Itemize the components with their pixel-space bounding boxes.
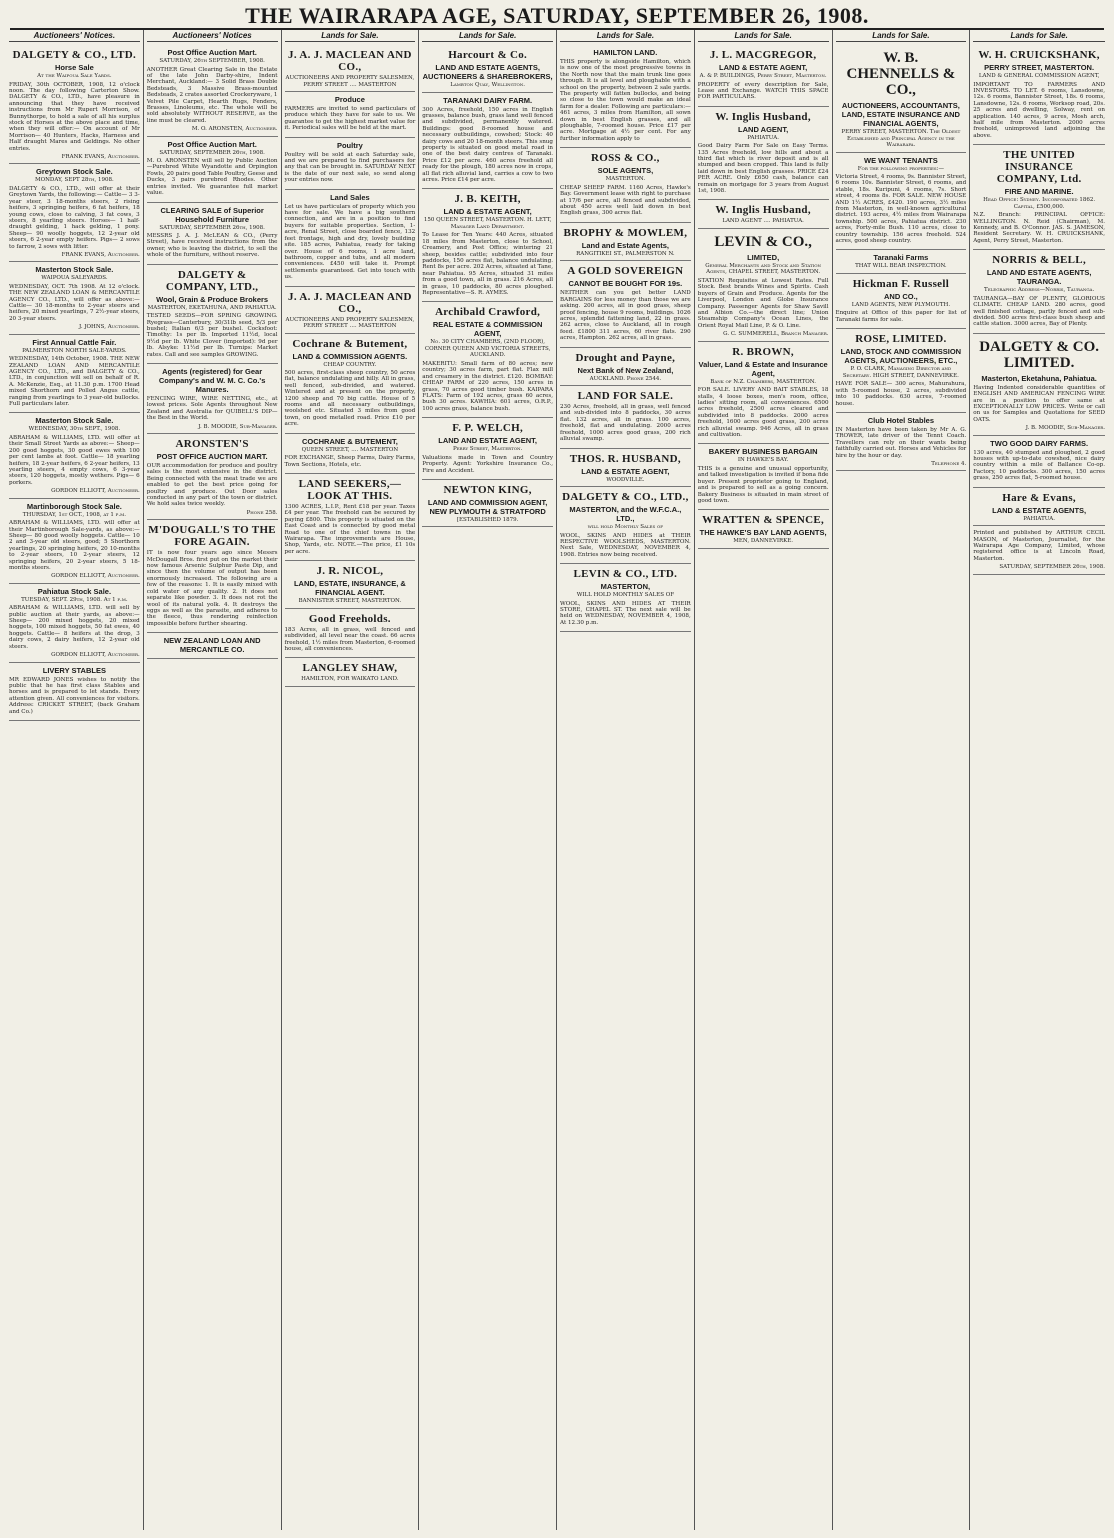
- ad-body: ABRAHAM & WILLIAMS, LTD. will sell by public auction at their yards, as above:— Sheep— 200 mixed hoggets, 20 mixed hoggets, 100 mixed hoggets, 50 fat ewes, 40 hoggets. Cattle— 8 heifers at the drop, 3 dairy cows, 2 dairy heifers, 12 2-year old steers.: [9, 605, 140, 650]
- advertiser-name: NEWTON KING,: [443, 483, 532, 496]
- advertisement: [147, 633, 278, 659]
- ad-body: Printed and published by ARTHUR CECIL MASON, of Masterton, Journalist, for the Wairarapa Age Company, Limited, whose registered office is at Lincoln Road, Masterton.: [973, 530, 1105, 562]
- advertiser-name: ARONSTEN'S: [175, 438, 249, 450]
- ad-heading: COCHRANE & BUTEMENT,: [301, 436, 398, 446]
- column-header: Lands for Sale.: [560, 30, 691, 42]
- ad-body: TAURANGA—BAY OF PLENTY, GLORIOUS CLIMATE. CHEAP LAND. 280 acres, good well finished cottage, partly fenced and sub-divided. 500 acres first-class bush sheep and cattle station. 3000 acres, Bay of Plenty.: [973, 295, 1105, 328]
- advertiser-name: THE UNITED INSURANCE COMPANY, Ltd.: [996, 149, 1082, 186]
- ad-body: FRIDAY, 30th OCTOBER, 1908, 12 o'clock noon. The day following Carterton Show. DALGETY & CO., LTD., have pleasure in announcing that they have received instructions from Mr Rupert Morrison, of Bunnythorpe, to hold a sale of all his surplus stock of Horses at the above place and time, when they will offer:— On account of Mr Morrison— 40 Hunters, Hacks, Harness and Half draught Mares and Geldings. No other entries.: [9, 81, 140, 152]
- ad-body: PROPERTY of every description for Sale, Lease and Exchange. WATCH THIS SPACE FOR PARTICULARS.: [697, 81, 829, 101]
- ad-body: ABRAHAM & WILLIAMS, LTD. will offer at their Small Street Yards as above:— Sheep— 200 good hoggets, 30 good ewes with 100 per cent lambs at foot. Cattle— 18 yearling heifers, 18 2-year heifers, 6 2-year heifers, 13 yearling steers, 4 empty cows, 6 3-year steers, 120 hoggets, mostly wethers. Pigs— 6 porkers.: [9, 434, 140, 486]
- ad-subheading: LAND AGENT .... PAHIATUA.: [722, 218, 804, 225]
- ad-subheading: THAT WILL BEAR INSPECTION.: [855, 263, 947, 270]
- ad-body: Let us have particulars of property which you have for sale. We have a big southern connection, and are in a position to find buyers for suitable properties. Section, 1-acre, Renal Street, close boarded fence, 132 feet frontage, high and dry, lovely building site. 185 acres, Pahiatua, ready for taking over. House of 6 rooms, 1 acre land, bathroom, copper and tubs, and all modern conveniences. £450 will take it. Prompt settlements guaranteed. Get into touch with us.: [284, 203, 416, 281]
- advertisement: [698, 229, 829, 342]
- ad-body: WEDNESDAY, 14th October, 1908. THE NEW ZEALAND LOAN AND MERCANTILE AGENCY CO., LTD., and DALGETY & CO., LTD., in conjunction will sell on behalf of R. A. McKenzie, Esq., at 11.30 p.m. 1700 Head mixed Shorthorn and Polled Angus cattle, ranging from yearlings to 3 year-old bullocks. Full particulars later.: [9, 356, 140, 408]
- ad-body: Good Dairy Farm For Sale on Easy Terms. 135 Acres freehold, low hills and about a third flat which is river deposit and is all stumped and been cropped. This land is fully laid down in best English grasses. PRICE £24 PER ACRE. Only £650 cash, balance can remain on mortgage for 3 years from August 1st, 1908.: [697, 143, 829, 195]
- advertiser-name: WRATTEN & SPENCE,: [702, 514, 825, 527]
- ad-signature: FRANK EVANS, Auctioneer.: [61, 251, 140, 258]
- ad-heading: LAND & ESTATE AGENT,: [719, 63, 808, 72]
- advertisement: [285, 138, 416, 190]
- ad-heading: LAND, ESTATE, INSURANCE, & FINANCIAL AGENT.: [293, 579, 406, 598]
- ad-heading: First Annual Cattle Fair.: [32, 337, 117, 347]
- ad-subheading: PAHIATUA.: [747, 134, 779, 141]
- ad-body: FOR EXCHANGE, Sheep Farms, Dairy Farms, Town Sections, Hotels, etc.: [284, 455, 416, 468]
- ad-subheading: BANNISTER STREET, MASTERTON.: [298, 598, 402, 605]
- advertiser-name: J. L. MACGREGOR,: [709, 49, 817, 61]
- advertisement: [560, 348, 691, 387]
- advertiser-name: J. B. KEITH,: [454, 193, 521, 206]
- advertisement: [285, 561, 416, 609]
- ad-body: Poultry will be sold at each Saturday sale, and we are prepared to find purchasers for any that can be brought in. SATURDAY NEXT is the date of our next sale, so send along your entries now.: [284, 151, 416, 184]
- masthead: THE WAIRARAPA AGE, SATURDAY, SEPTEMBER 26, 1908.: [10, 4, 1104, 30]
- ad-subheading: QUEEN STREET, .... MASTERTON: [301, 446, 399, 453]
- ad-body: WOOL, SKINS AND HIDES at THEIR RESPECTIVE WOOLSHEDS, MASTERTON. Next Sale, WEDNESDAY, NOVEMBER 4, 1908. Entries now being received.: [560, 532, 691, 558]
- ad-body: THIS is a genuine and unusual opportunity, and talked investigation is invited if bona fide buyer. Present proprietor going to England, and is prepared to sell as a going concern. Bakery Business is situated in main street of good town.: [697, 465, 829, 504]
- ad-body: WOOL, SKINS AND HIDES AT THEIR STORE, CHAPEL ST. The next sale will be held on WEDNESDAY, NOVEMBER 4, 1908, At 12.30 p.m.: [560, 600, 691, 626]
- ad-subheading: LAND & GENERAL COMMISSION AGENT,: [978, 73, 1100, 79]
- advertiser-name: DALGETY & CO., LTD.: [12, 49, 137, 61]
- column-4: [419, 30, 557, 1530]
- advertisement: [422, 480, 553, 528]
- advertisement: [9, 663, 140, 721]
- advertisement: [285, 190, 416, 287]
- advertiser-name: ROSS & CO.,: [591, 152, 660, 165]
- column-header: Auctioneers' Notices: [147, 30, 278, 42]
- ad-heading: PERRY STREET, MASTERTON.: [984, 63, 1095, 72]
- column-header: Lands for Sale.: [698, 30, 829, 42]
- advertisement: [698, 200, 829, 229]
- advertiser-name: J. A. J. MACLEAN AND CO.,: [288, 290, 412, 315]
- advertiser-name: Hickman F. Russell: [852, 277, 950, 290]
- ad-subheading: AUCTIONEERS AND PROPERTY SALESMEN, PERRY STREET .... MASTERTON: [285, 316, 415, 330]
- ad-heading: Post Office Auction Mart.: [167, 48, 257, 57]
- ad-body: IT is now four years ago since Messrs McDougall Bros. first put on the market their now famous Arsenic Sulphur Paste Dip, and since then the volume of output has been enormously increased. The following are a few of the reasons: 1. It is easily mixed with cold water of any quality. 2. It does not separate like powder. 3. It does not rot the wool of its natural yolk. 4. It destroys the eggs as well as the parasite, and adheres to the fleece, thus rendering reinfection impossible before further shearing.: [146, 550, 278, 627]
- advertisement: [285, 334, 416, 434]
- ad-subheading: P. O. CLARK, Managing Director and Secretary. HIGH STREET, DANNEVIRKE.: [842, 366, 959, 379]
- advertisement: [422, 45, 553, 93]
- ad-heading: LAND AND ESTATE AGENTS, AUCTIONEERS & SHAREBROKERS,: [422, 63, 553, 81]
- ad-heading: Produce: [334, 95, 365, 104]
- ad-heading: TARANAKI DAIRY FARM.: [443, 95, 533, 105]
- advertisement: [698, 444, 829, 510]
- advertisement: [285, 45, 416, 92]
- ad-body: NEITHER can you get better LAND BARGAINS for less money than those we are asking. 200 acres, all in good grass, sheep proof fencing, house 9 rooms, buildings. 1026 acres, splendid fattening land, 22 in grass. 262 acres, close to Auckland, all in rough feed. £1800 311 acres, 60 river flats. 290 acres, Hampton. 262 acres, all in grass.: [560, 290, 691, 342]
- ad-heading: Agents (registered) for Gear Company's and W. M. C. Co.'s Manures.: [158, 366, 266, 394]
- ad-heading: LAND AND ESTATE AGENT,: [438, 436, 537, 446]
- ad-heading: Land Sales: [330, 192, 370, 202]
- ad-subheading: WAIPOUA SALEYARDS.: [41, 275, 108, 282]
- ad-signature: FRANK EVANS, Auctioneer.: [61, 153, 140, 160]
- ad-heading: LAND & ESTATE AGENT,: [443, 207, 532, 217]
- ad-subheading: SATURDAY, SEPTEMBER 26th, 1908.: [159, 149, 265, 156]
- ad-subheading: PAHIATUA.: [1023, 515, 1055, 522]
- ad-heading: Land and Estate Agents,: [581, 240, 669, 250]
- ad-body: 300 Acres, freehold, 150 acres in English grasses, balance bush, grass land well fenced and subdivided, permanently watered. Buildings: good 8-roomed house and necessary outbuildings, cowshed; Stock: 40 dairy cows and 20 18-month steers. This snug property is situated on good metal road in one of the best dairy centres of Taranaki. Price £12 per acre. 460 acres freehold all ready for the plough, 180 acres now in crops, all flat rich alluvial land, carries a cow to two acres. Price £14 per acre.: [422, 106, 553, 183]
- ad-heading: Valuer, Land & Estate and Insurance Agent,: [698, 359, 828, 378]
- ad-heading: HAMILTON LAND.: [593, 48, 658, 57]
- ad-subheading: PERRY STREET, MASTERTON. The Oldest Established and Principal Agency in the Wairarapa.: [841, 129, 961, 148]
- ad-heading: LAND, STOCK AND COMMISSION AGENTS, AUCTIONEERS, ETC.,: [840, 347, 962, 366]
- ad-subheading: LAND AGENTS, NEW PLYMOUTH.: [851, 301, 951, 308]
- advertiser-name: NORRIS & BELL,: [992, 254, 1086, 267]
- advertisement: [422, 189, 553, 302]
- ad-heading: CLEARING SALE of Superior Household Furniture: [160, 205, 264, 224]
- ad-body: Having Indented considerable quantities of ENGLISH AND AMERICAN FENCING WIRE are in a position to offer same at EXCEPTIONALLY LOW PRICES. Write or call on us for Samples and Quotations for SEED OATS.: [973, 384, 1105, 423]
- ad-body: MESSRS J. A. J. McLEAN & CO., (Perry Street), have received instructions from the owner, who is leaving the district, to sell the whole of the furniture, without reserve.: [146, 233, 278, 259]
- ad-signature: GORDON ELLIOTT, Auctioneer.: [51, 652, 140, 659]
- column-3: [282, 30, 420, 1530]
- advertisement: [9, 499, 140, 584]
- advertisement: [147, 520, 278, 633]
- advertiser-name: J. R. NICOL,: [316, 565, 384, 578]
- advertisement: [147, 137, 278, 203]
- column-header: Lands for Sale.: [836, 30, 967, 42]
- ad-body: MR EDWARD JONES wishes to notify the public that he has first class Stables and horses and is prepared to let stands. Every attention given. All conveniences for visitors. Address: CRICKET STREET, (back Graham and Co.): [9, 676, 140, 715]
- advertiser-name: Drought and Payne,: [575, 351, 676, 364]
- ad-subheading: Telegraphic Address—Norris, Tauranga.: [984, 287, 1095, 294]
- ad-signature: GORDON ELLIOTT, Auctioneer.: [51, 488, 140, 495]
- ad-subheading: General Merchants and Stock and Station Agents, CHAPEL STREET, MASTERTON.: [705, 262, 822, 276]
- advertisement: [422, 93, 553, 190]
- advertiser-name: A GOLD SOVEREIGN: [567, 265, 684, 278]
- ad-heading: MASTERTON,: [600, 582, 651, 592]
- advertisement: [285, 474, 416, 561]
- advertisement: [9, 262, 140, 334]
- advertisement: [973, 488, 1105, 527]
- ad-subheading: RANGITIKEI ST., PALMERSTON N.: [576, 250, 675, 257]
- ad-body: WEDNESDAY, OCT. 7th 1908. At 12 o'clock. THE NEW ZEALAND LOAN & MERCANTILE AGENCY CO., LTD., will offer as above:— Cattle— 30 18-months to 2-year steers and heifers, 20 mixed yearlings, 7 2½-year steers, 20 3-year steers.: [9, 283, 140, 322]
- ad-signature: G. C. SUMMERELL, Branch Manager.: [723, 331, 829, 338]
- advertisement: [973, 436, 1105, 488]
- advertisement: [285, 609, 416, 659]
- ad-body: STATION Requisites at Lowest Rates. Full Stock. Best brands Wines and Spirits. Cash buyers of Grain and Produce. Agents for the Liverpool, London and Globe Insurance Company. Passenger Agents for Shaw Savill and Albion Co.—the direct line; Union Steamship Company's Ocean Lines, the Orient Royal Mail Line, P. & O. Line.: [697, 277, 829, 329]
- ad-heading: MASTERTON, and the W.F.C.A., LTD.,: [569, 505, 682, 523]
- advertiser-name: M'DOUGALL'S TO THE FORE AGAIN.: [148, 524, 276, 549]
- advertisement: [560, 449, 691, 488]
- ad-heading: NEW ZEALAND LOAN AND MERCANTILE CO.: [163, 636, 261, 655]
- column-2: [144, 30, 282, 1530]
- ad-subheading: Lambton Quay, Wellington.: [450, 82, 525, 88]
- ad-heading: Horse Sale: [54, 63, 94, 72]
- ad-subheading: MASTERTON, EKETAHUNA, AND PAHIATUA.: [147, 304, 277, 311]
- column-8: [970, 30, 1108, 1530]
- ad-subheading: Perry Street, Masterton.: [452, 446, 523, 453]
- advertisement: [285, 92, 416, 138]
- ad-subheading: HAMILTON, FOR WAIKATO LAND.: [301, 676, 399, 683]
- advertisement: [9, 584, 140, 663]
- advertiser-name: Good Freeholds.: [308, 612, 391, 625]
- ad-signature: SATURDAY, SEPTEMBER 26th, 1908.: [999, 564, 1105, 571]
- advertiser-name: R. BROWN,: [732, 345, 794, 358]
- ad-signature: GORDON ELLIOTT, Auctioneer.: [51, 573, 140, 580]
- advertisement: [422, 418, 553, 480]
- ad-body: 183 Acres, all in grass, well fenced and subdivided, all level near the coast. 66 acres freehold, 1½ miles from Masterton, 6-roomed house, all conveniences.: [284, 626, 416, 652]
- ad-body: N.Z. Branch: PRINCIPAL OFFICE: WELLINGTON. N. Reid (Chairman), M. Kennedy, and B. O'Connor. JAS. S. JAMESON, Resident Secretary. W. H. CRUICKSHANK, Agent, Perry Street, Masterton.: [973, 212, 1105, 244]
- advertiser-name: DALGETY & COMPANY, LTD.,: [165, 268, 259, 293]
- ad-heading: Pahiatua Stock Sale.: [37, 586, 112, 596]
- advertisement: [147, 45, 278, 137]
- ad-subheading: [ESTABLISHED 1879.: [456, 516, 519, 523]
- ad-heading: LAND AND COMMISSION AGENT, NEW PLYMOUTH & STRATFORD: [427, 497, 548, 516]
- advertiser-name: LEVIN & CO.,: [714, 233, 812, 250]
- ad-heading: AUCTIONEERS, ACCOUNTANTS, LAND, ESTATE INSURANCE AND FINANCIAL AGENTS,: [841, 101, 960, 128]
- column-5: [557, 30, 695, 1530]
- advertisement: [836, 153, 967, 251]
- advertiser-name: LEVIN & CO., LTD.: [573, 568, 678, 581]
- ad-heading: Post Office Auction Mart.: [167, 139, 257, 149]
- advertisement: [973, 45, 1105, 145]
- advertisement: [147, 364, 278, 434]
- ad-heading: LIMITED,: [747, 252, 780, 262]
- ad-heading: Club Hotel Stables: [867, 415, 934, 425]
- advertiser-name: DALGETY & CO., LTD.,: [562, 491, 689, 503]
- ad-body: DALGETY & CO., LTD., will offer at their Greytown Yards, the following:— Cattle— 3 3-year steer, 3 18-months steers, 2 rising heifers, 3 springing heifers, 6 fat heifers, 18 young cows, close to calving, 3 fat cows, 3 steers, 8 yearling steers. Horses— 1 half-draught gelding, 1 hack gelding, 1 pony. Sheep— 90 woolly hoggets, 12 2-year old steers, 6 2-year empty heifers. Pigs— 2 sows to farrow, 2 sows with litter.: [9, 185, 140, 250]
- ad-heading: LAND & ESTATE AGENT,: [581, 466, 670, 476]
- advertiser-name: LAND FOR SALE.: [577, 390, 674, 403]
- ad-heading: TWO GOOD DAIRY FARMS.: [990, 438, 1089, 448]
- ad-signature: M. O. ARONSTEN, Auctioneer.: [191, 126, 278, 133]
- ad-subheading: SATURDAY, SEPTEMBER 26th, 1908.: [159, 224, 265, 231]
- advertisement: [147, 203, 278, 265]
- advertisement: [836, 413, 967, 471]
- column-header: Auctioneers' Notices.: [9, 30, 140, 42]
- advertisement: [973, 526, 1105, 574]
- ad-heading: Martinborough Stock Sale.: [26, 501, 122, 511]
- ad-heading: Next Bank of New Zealand,: [577, 365, 674, 375]
- advertisement: [9, 335, 140, 414]
- advertiser-name: Archibald Crawford,: [435, 306, 541, 319]
- ad-signature: J. B. MOODIE, Sub-Manager.: [198, 423, 278, 430]
- ad-body: To Lease for Ten Years: 440 Acres, situated 18 miles from Masterton, close to School, Creamery, and Post Office; wintering 21 sheep, besides cattle; subdivided into four paddocks, 150 acres flat, balance undulating. Rent 8s per acre. 202 Acres, situated at Tane, near Pahiatua. 95 Acres, situated 31 miles from a good town, all in grass. 216 Acres, all in grass, 10 paddocks, 80 acres ploughed. Representative—S. R. AYMES.: [422, 232, 553, 297]
- ad-heading: Masterton Stock Sale.: [35, 416, 114, 426]
- ad-subheading: At the Waipoua Sale Yards.: [37, 73, 112, 79]
- advertisement: [836, 329, 967, 413]
- ad-heading: LAND AND ESTATE AGENTS, TAURANGA.: [986, 268, 1092, 287]
- ad-heading: Masterton Stock Sale.: [35, 265, 114, 275]
- ad-subheading: CHEAP COUNTRY.: [323, 361, 377, 368]
- ad-body: Victoria Street, 4 rooms, 9s. Bannister Street, 6 rooms 10s. Bannister Street, 6 rooms, and stable, 18s. Kuripuni, 4 rooms, 7s. Short street, 4 rooms 8s. FOR SALE. NEW HOUSE AND 1½ ACRES, £420. 190 acres, 3½ miles from Masterton, in well-known agricultural district. 193 acres, 4½ miles from Wairarapa township. 500 acres, Pahiatua district. 230 acres, Forty-mile Bush. 110 acres, close to country township. 156 acres freehold. 524 acres, good sheep country.: [835, 174, 967, 245]
- advertisement: [836, 45, 967, 153]
- ad-heading: LIVERY STABLES: [42, 665, 106, 675]
- advertiser-name: LANGLEY SHAW,: [302, 662, 398, 675]
- advertiser-name: W. Inglis Husband,: [715, 204, 811, 217]
- ad-heading: CANNOT BE BOUGHT FOR 19s.: [568, 279, 683, 289]
- advertisement: [973, 250, 1105, 334]
- ad-subheading: Bank of N.Z. Chambers, MASTERTON.: [710, 378, 816, 385]
- ad-body: CHEAP SHEEP FARM. 1160 Acres, Hawke's Bay. Government lease with right to purchase at 17/6 per acre, all fenced and subdivided, about 450 acres well laid down in best English grass, 300 acres flat.: [560, 184, 691, 217]
- advertisement: [698, 107, 829, 201]
- column-header: Lands for Sale.: [973, 30, 1105, 42]
- ad-subheading: AUCTIONEERS AND PROPERTY SALESMEN, PERRY STREET .... MASTERTON: [285, 75, 415, 88]
- advertisement: [560, 223, 691, 262]
- ad-body: Valuations made in Town and Country Property. Agent: Yorkshire Insurance Co., Fire and Accident.: [422, 454, 553, 474]
- ad-body: THIS property is alongside Hamilton, which is now one of the most progressive towns in the North now that the main trunk line goes through. It is all level and ploughable with a school on the property, between 2 sale yards. The property will fatten bullocks, and being so close to the town would make an ideal farm for a dealer. Following are particulars:— 461 acres, 3 miles from Hamilton, all sown down in best English grasses, and all ploughable, 7-roomed house. Price £17 per acre. Mortgage at 4½ per cent. For any further information apply to: [560, 59, 691, 142]
- ad-body: 1300 ACRES, L.I.P., Rent £18 per year. Taxes £4 per year. The freehold can be secured by paying £800. This property is situated on the East Coast and is connected by good metal Road to one of the chief towns in the Wairarapa. The improvements are House, Shop, Yards, etc. NOTE.—The price, £1 10s per acre.: [284, 504, 416, 555]
- ad-subheading: PALMERSTON NORTH SALE-YARDS.: [22, 347, 127, 354]
- ad-body: HAVE FOR SALE— 300 acres, Mahurahura, with 5-roomed house, 2 acres, subdivided into 10 paddocks. 630 acres, 7-roomed house.: [835, 381, 967, 407]
- ad-body: OUR accommodation for produce and poultry sales is the most extensive in the district. Being connected with the meat trade we are enabled to get the best price going for poultry and produce. Out Door sales conducted in any part of the town or district. We hold sales twice weekly.: [146, 463, 278, 508]
- column-header: Lands for Sale.: [285, 30, 416, 42]
- advertisement: [973, 145, 1105, 250]
- column-6: [695, 30, 833, 1530]
- column-1: [6, 30, 144, 1530]
- ad-subheading: MASTERTON.: [605, 176, 646, 183]
- advertisement: [147, 434, 278, 520]
- ad-heading: LAND & COMMISSION AGENTS.: [292, 351, 408, 361]
- ad-heading: Masterton, Eketahuna, Pahiatua.: [981, 373, 1097, 383]
- ad-body: 500 acres, first-class sheep country, 50 acres flat, balance undulating and hilly. All in grass, well fenced, sub-divided, and watered. Wintered and at present on the property, 1200 sheep and 70 big cattle. House of 5 rooms and all necessary outbuildings, woolshed etc. Situated 3 miles from good town, on good metalled road. Price £10 per acre.: [284, 370, 416, 428]
- ad-subheading: MEN, DANNEVIRKE.: [733, 538, 794, 545]
- advertisement: [698, 510, 829, 549]
- column-header: Lands for Sale.: [422, 30, 553, 42]
- advertisement: [9, 45, 140, 164]
- ad-heading: Wool, Grain & Produce Brokers: [156, 294, 269, 304]
- column-7: [833, 30, 971, 1530]
- advertisement: [560, 386, 691, 448]
- ad-body: FENCING WIRE, WIRE NETTING, etc., at lowest prices. Sole Agents throughout New Zealand and Australia for QUIBELL'S DIP—the Best in the World.: [146, 395, 278, 422]
- ad-heading: WE WANT TENANTS: [864, 155, 938, 165]
- advertiser-name: THOS. R. HUSBAND,: [569, 452, 681, 465]
- advertiser-name: Hare & Evans,: [1002, 491, 1076, 504]
- ad-body: ABRAHAM & WILLIAMS, LTD. will offer at their Martinborough Sale-yards, as above:— Sheep— 80 good woolly hoggets. Cattle— 10 2 and 3-year old steers, good; 5 Shorthorn yearlings, 20 springing heifers, 20 10-months to 2-year steers, 10 2-year steers, 12 springing heifers, 20 2-year steers, 5 18-months steers.: [9, 520, 140, 571]
- ad-body: 230 Acres, freehold, all in grass, well fenced and sub-divided into 8 paddocks, 30 acres flat. 132 acres, all in grass. 100 acres, freehold, flat and undulating. 2000 acres freehold, 1000 acres good grass, 200 rich alluvial swamp.: [560, 404, 691, 443]
- advertiser-name: F. P. WELCH,: [452, 422, 523, 435]
- advertisement: [285, 287, 416, 334]
- advertisement: [560, 564, 691, 632]
- advertisement: [560, 45, 691, 148]
- ad-heading: SOLE AGENTS,: [597, 166, 654, 176]
- advertisement: [836, 250, 967, 274]
- ad-body: 130 acres, 40 stumped and ploughed, 2 good houses with up-to-date cowshed, nice dairy country within a mile of Ballance Co-op. Factory, 10 paddocks. 300 acres, 150 acres grass, 250 acres flat, 5-roomed house.: [973, 449, 1105, 482]
- advertisement: [9, 164, 140, 262]
- ad-subheading: No. 30 CITY CHAMBERS, (2ND FLOOR), CORNER QUEEN AND VICTORIA STREETS, AUCKLAND.: [424, 339, 551, 359]
- ad-subheading: A. & P. BUILDINGS, Perry Street, Masterton.: [699, 73, 827, 79]
- ad-signature: J. JOHNS, Auctioneer.: [79, 324, 140, 331]
- advertisement: [973, 334, 1105, 436]
- advertiser-name: BROPHY & MOWLEM,: [563, 226, 688, 239]
- advertiser-name: Cochrane & Butement,: [292, 337, 408, 350]
- ad-subheading: SATURDAY, 26th SEPTEMBER, 1908.: [159, 58, 265, 64]
- ad-body: Enquire at Office of this paper for list of Taranaki farms for sale.: [835, 310, 967, 323]
- ad-heading: Taranaki Farms: [873, 253, 929, 263]
- ad-heading: FIRE AND MARINE.: [1004, 187, 1074, 197]
- ad-signature: Telephone 4.: [931, 460, 967, 467]
- ad-heading: BAKERY BUSINESS BARGAIN: [708, 447, 818, 457]
- advertisement: [836, 274, 967, 329]
- advertisement: [422, 302, 553, 418]
- advertiser-name: LAND SEEKERS,— LOOK AT THIS.: [298, 478, 402, 502]
- advertisement: [560, 487, 691, 564]
- advertiser-name: DALGETY & CO. LIMITED.: [979, 338, 1100, 371]
- advertiser-name: J. A. J. MACLEAN AND CO.,: [288, 49, 412, 73]
- ad-subheading: IN HAWKE'S BAY.: [737, 457, 789, 464]
- ad-subheading: THURSDAY, 1st OCT., 1908, at 1 p.m.: [22, 511, 126, 518]
- advertisement: [9, 413, 140, 498]
- ad-body: MAKERITU: Small farm of 80 acres; new country; 30 acres farm, part flat. Flax mill and creamery in the district. £120. BOMBAY: CHEAP FARM of 220 acres, 150 acres in grass, 70 acres good timber bush. KAIPARA FLATS: Farm of 192 acres, grass 60 acres, bush 30 acres. KAWHIA: 601 acres, O.R.P., 100 acres grass, balance bush.: [422, 360, 553, 412]
- advertisement: [285, 434, 416, 474]
- advertiser-name: W. H. CRUICKSHANK,: [978, 49, 1100, 61]
- ad-signature: J. B. MOODIE, Sub-Manager.: [1025, 425, 1105, 432]
- ad-heading: AND CO.,: [884, 291, 918, 301]
- ad-body: IN Masterton have been taken by Mr A. G. TROWER, late driver of the Tennt Coach. Travellers can rely on their wants being faithfully carried out. Horses and Vehicles for hire by the hour or day.: [835, 426, 967, 459]
- ad-subheading: WILL HOLD MONTHLY SALES OF: [576, 592, 675, 599]
- advertisement: [698, 342, 829, 445]
- ad-subheading: will hold Monthly Sales of: [587, 524, 663, 530]
- ad-body: FARMERS are invited to send particulars of produce which they have for sale to us. We guarantee to get the highest market value for it. Periodical sales will be held at the mart.: [284, 106, 416, 132]
- ad-heading: THE HAWKE'S BAY LAND AGENTS,: [699, 528, 827, 538]
- advertisement: [285, 658, 416, 687]
- ad-subheading: WEDNESDAY, 30th SEPT., 1908.: [28, 426, 121, 433]
- advertisement: [698, 45, 829, 107]
- ad-body: IMPORTANT TO FARMERS AND INVESTORS. TO LET. 6 rooms, Lansdowne, 12s. 6 rooms, Bannister Street, 18s. 6 rooms, Lansdowne, 12s. 6 rooms, Worksop road, 20s. 25 acres and dwelling, Solway, rent on application. 140 acres, 9 acres, Mosh arch, half mile from Masterton. 2000 acres freehold, unimproved land adjoining the above.: [973, 81, 1105, 139]
- ad-heading: REAL ESTATE & COMMISSION AGENT,: [432, 320, 543, 339]
- ad-body: FOR SALE. LIVERY AND BAIT STABLES, 18 stalls, 4 loose boxes, men's room, office, ladies' sitting room, all conveniences. 6500 acres freehold, 2500 acres cleared and subdivided into 8 paddocks. 2000 acres freehold, 1600 acres good grass, 200 acres rich alluvial swamp. 946 Acres, all in grass and cultivation.: [697, 387, 829, 438]
- advertiser-name: ROSE, LIMITED.: [855, 333, 947, 346]
- advertisement: [147, 265, 278, 364]
- ad-subheading: AUCKLAND. Phone 2544.: [589, 375, 662, 382]
- ad-subheading: WOODVILLE.: [606, 476, 645, 483]
- ad-heading: Greytown Stock Sale.: [36, 167, 113, 177]
- ad-subheading: For the following properties:—: [857, 165, 944, 172]
- ad-signature: Phone 258.: [246, 509, 278, 516]
- ad-heading: Poultry: [336, 140, 363, 150]
- advertiser-name: W. B. CHENNELLS & CO.,: [846, 50, 956, 98]
- ad-body: M. O. ARONSTEN will sell by Public Auction—Purebred White Wyandotte and Orpington Fowls, 20 pairs good Table Poultry, Geese and Ducks, 3 pairs purebred Rhodes. Other entries invited. We guarantee full market value.: [146, 158, 278, 197]
- ad-body: ANOTHER Great Clearing Sale in the Estate of the late John Darby-shire, Indent Merchant, Auckland:— 3 Solid Brass Double Bedsteads, 3 Massive Brass-mounted Bedsteads, 2 crates assorted Crockeryware, 1 Velvet Pile Carpet, Hearth Rugs, Fenders, Brasses, Linoleums, etc. The whole will be sold absolutely WITHOUT RESERVE, as the line must be cleared.: [146, 66, 278, 124]
- advertisement: [560, 261, 691, 347]
- ad-subheading: MONDAY, SEPT 28th, 1908.: [34, 177, 114, 184]
- ad-subheading: TUESDAY, SEPT. 29th, 1908. At 1 p.m.: [21, 596, 128, 603]
- ad-subheading: 150 QUEEN STREET, MASTERTON. H. LETT, Manager Land Department.: [423, 217, 552, 230]
- columns-grid: [6, 30, 1108, 1530]
- ad-heading: POST OFFICE AUCTION MART.: [156, 452, 268, 461]
- ad-subheading: Head Office: Sydney. Incorporated 1862. Capital, £500,000.: [983, 197, 1096, 210]
- ad-body: TESTED SEEDS—FOR SPRING GROWING. Ryegrass—Canterbury, 30/31lb seed, 5/3 per bushel; Italian 6/3 per bushel. Cocksfoot: Timothy: 1s per lb. Imported 11½d, local 9½d per lb. White Clover (imported): 9d per lb. Alsyke: 11½d per lb. Turnips: Market rates. Call and see samples GROWING.: [146, 313, 278, 358]
- advertiser-name: W. Inglis Husband,: [715, 110, 811, 123]
- ad-heading: LAND AGENT,: [738, 124, 789, 134]
- advertisement: [560, 148, 691, 223]
- advertiser-name: Harcourt & Co.: [448, 49, 528, 61]
- ad-heading: LAND & ESTATE AGENTS,: [992, 505, 1087, 515]
